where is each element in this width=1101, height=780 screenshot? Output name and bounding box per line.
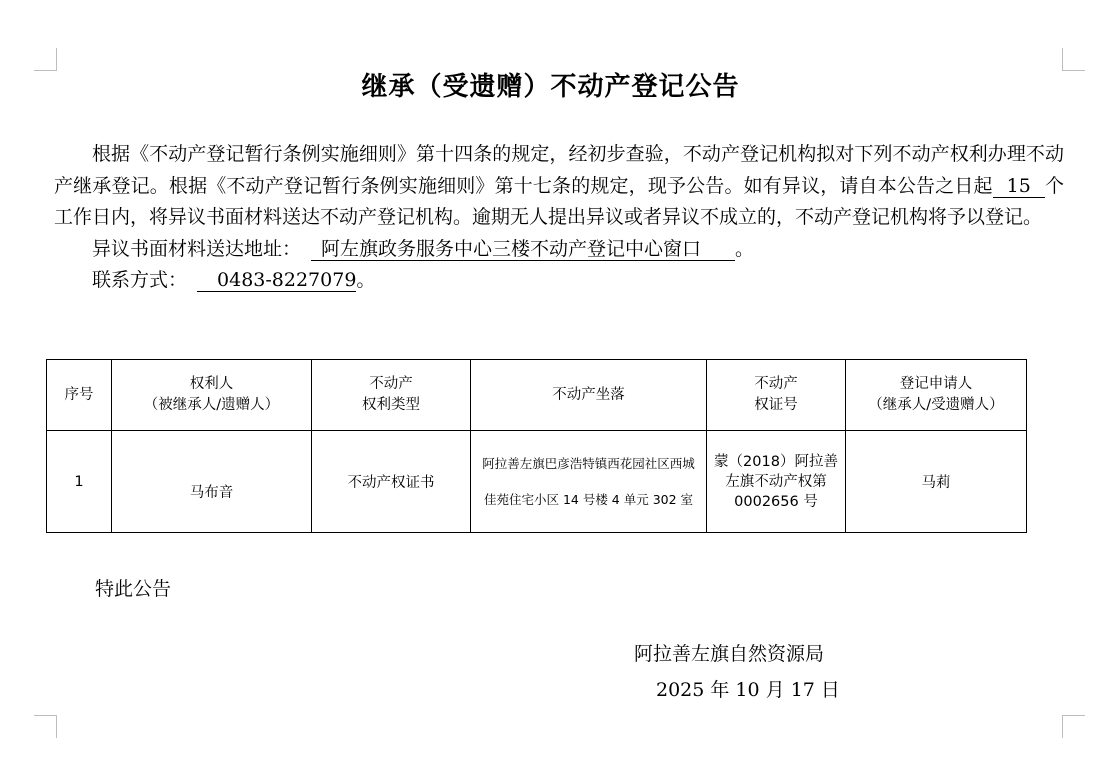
cell-certificate-line3: 0002656 号 bbox=[734, 493, 818, 510]
cell-right-holder-text: 马布音 bbox=[189, 485, 234, 501]
objection-days-value: 15 bbox=[993, 175, 1045, 198]
table-row bbox=[47, 431, 1027, 533]
cell-location bbox=[471, 431, 707, 533]
cell-location-line2: 佳苑住宅小区 14 号楼 4 单元 302 室 bbox=[483, 491, 694, 507]
header-applicant-line2: （继承人/受遗赠人） bbox=[868, 397, 1004, 413]
header-right-type bbox=[312, 360, 471, 431]
cell-location-gap bbox=[475, 473, 702, 491]
contact-end: 。 bbox=[356, 269, 376, 291]
notice-body bbox=[54, 139, 1064, 297]
cell-certificate-number bbox=[707, 431, 846, 533]
header-right-holder-line1: 权利人 bbox=[189, 376, 234, 392]
registration-table bbox=[46, 359, 1027, 533]
issue-date: 2025 年 10 月 17 日 bbox=[656, 679, 840, 701]
header-right-type-line2: 权利类型 bbox=[362, 397, 420, 413]
table-header-row bbox=[47, 360, 1027, 431]
document-title: 继承（受遗赠）不动产登记公告 bbox=[361, 72, 740, 102]
paragraph-text-after-days: 个工作日内，将异议书面材料送达不动产登记机构。逾期无人提出异议或者异议不成立的，不动产登记机构将予以登记。 bbox=[54, 174, 1064, 228]
notice-paragraph bbox=[54, 139, 1064, 234]
contact-label: 联系方式： bbox=[92, 269, 188, 291]
header-right-holder bbox=[112, 360, 312, 431]
cell-seq: 1 bbox=[47, 431, 112, 533]
cell-certificate-line2: 左旗不动产权第 bbox=[725, 473, 827, 490]
header-location: 不动产坐落 bbox=[471, 360, 707, 431]
cell-location-line1: 阿拉善左旗巴彦浩特镇西花园社区西城 bbox=[482, 455, 695, 471]
cell-certificate-line1: 蒙（2018）阿拉善 bbox=[714, 453, 838, 470]
header-applicant-line1: 登记申请人 bbox=[899, 376, 973, 392]
address-label: 异议书面材料送达地址： bbox=[92, 237, 302, 260]
cell-applicant: 马莉 bbox=[846, 431, 1027, 533]
header-right-holder-line2: （被继承人/遗赠人） bbox=[143, 397, 280, 413]
address-end: 。 bbox=[735, 237, 755, 260]
header-right-type-line1: 不动产 bbox=[369, 376, 413, 392]
paragraph-text-before-days: 根据《不动产登记暂行条例实施细则》第十四条的规定，经初步查验，不动产登记机构拟对下列不动产权利办理不动产继承登记。根据《不动产登记暂行条例实施细则》第十七条的规定，现予公告。如有异议，请自本公告之日起 bbox=[54, 143, 1064, 197]
contact-phone: 0483-8227079 bbox=[197, 269, 356, 292]
issuing-authority: 阿拉善左旗自然资源局 bbox=[634, 643, 825, 665]
header-applicant bbox=[846, 360, 1027, 431]
header-seq: 序号 bbox=[47, 360, 112, 431]
crop-mark-bottom-right bbox=[1062, 715, 1085, 738]
header-certificate-line1: 不动产 bbox=[754, 376, 798, 392]
cell-right-type: 不动产权证书 bbox=[312, 431, 471, 533]
closing-statement: 特此公告 bbox=[95, 578, 172, 600]
header-certificate-line2: 权证号 bbox=[754, 397, 798, 413]
contact-line bbox=[54, 265, 1064, 297]
address-line bbox=[54, 234, 1064, 266]
address-value: 阿左旗政务服务中心三楼不动产登记中心窗口 bbox=[311, 238, 735, 261]
crop-mark-bottom-left bbox=[34, 715, 57, 738]
header-certificate-number bbox=[707, 360, 846, 431]
cell-right-holder bbox=[112, 431, 312, 533]
